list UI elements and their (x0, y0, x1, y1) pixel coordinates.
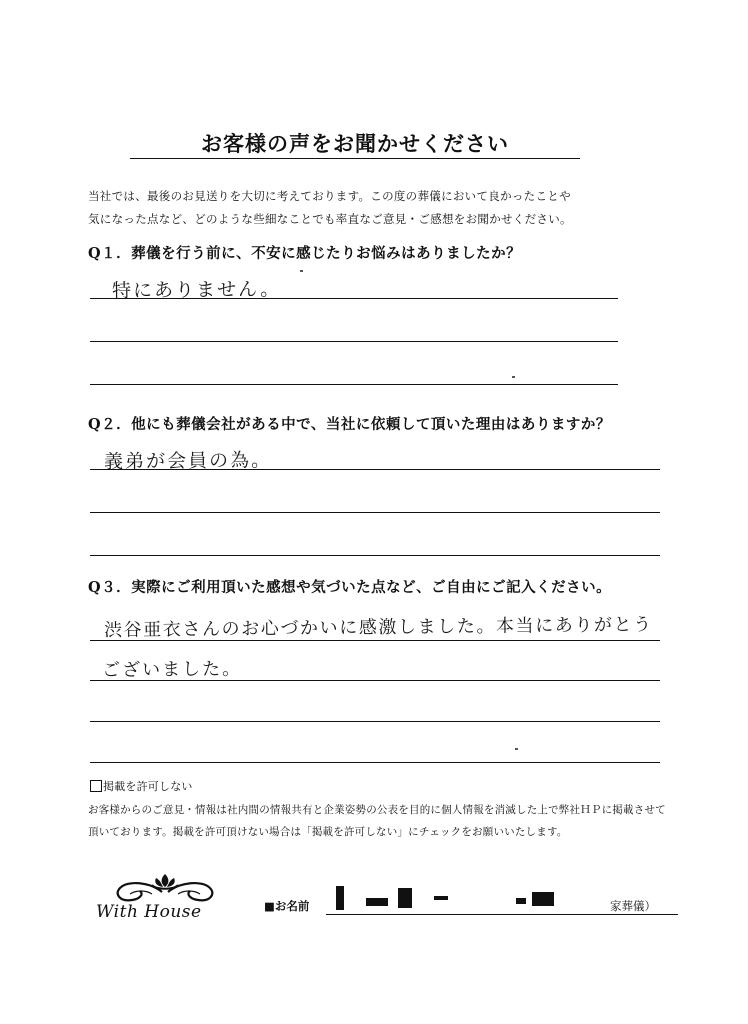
question-2-label: Q２．他にも葬儀会社がある中で、当社に依頼して頂いた理由はありますか？ (88, 416, 611, 433)
question-3-answer-rule-3 (90, 721, 660, 722)
question-1-answer-rule-2 (90, 341, 618, 342)
name-field-rule (326, 914, 678, 915)
company-logo (90, 866, 240, 930)
question-3-label: Q３．実際にご利用頂いた感想や気づいた点など、ご自由にご記入ください。 (88, 579, 612, 596)
scan-speck (512, 376, 515, 378)
question-2-answer-rule-3 (90, 555, 660, 556)
question-3-answer-line-1: 渋谷亜衣さんのお心づかいに感激しました。本当にありがとう (103, 614, 653, 641)
question-1-label: Q１．葬儀を行う前に、不安に感じたりお悩みはありましたか？ (88, 245, 522, 262)
name-field-label: ■お名前 (264, 899, 310, 913)
question-2-answer-rule-1 (90, 469, 660, 470)
question-3-answer-rule-4 (90, 762, 660, 763)
name-suffix: 家葬儀） (610, 899, 656, 913)
question-3-answer-rule-2 (90, 680, 660, 681)
redacted-name (326, 882, 606, 914)
scan-speck (300, 270, 303, 272)
question-1-answer-rule-3 (90, 384, 618, 385)
form-title: お客様の声をお聞かせください (201, 131, 509, 156)
intro-line-1: 当社では、最後のお見送りを大切に考えております。この度の葬儀において良かったことや (88, 189, 571, 203)
question-1-answer-rule-1 (90, 298, 618, 299)
question-3-answer-rule-1 (90, 640, 660, 641)
permission-checkbox[interactable] (90, 780, 102, 792)
permission-notice-line-2: 頂いております。掲載を許可頂けない場合は「掲載を許可しない」にチェックをお願いいたします。 (88, 826, 568, 838)
title-underline (130, 158, 580, 159)
logo-text: With House (96, 902, 202, 922)
intro-line-2: 気になった点など、どのような些細なことでも率直なご意見・ご感想をお聞かせください。 (88, 212, 572, 226)
question-3-answer-line-2: ございました。 (101, 658, 243, 681)
question-1-answer-line-1: 特にありません。 (111, 278, 282, 302)
permission-notice-line-1: お客様からのご意見・情報は社内間の情報共有と企業姿勢の公表を目的に個人情報を消滅した上で弊社ＨＰに掲載させて (88, 804, 666, 816)
question-2-answer-line-1: 義弟が会員の為。 (103, 449, 273, 473)
question-2-answer-rule-2 (90, 512, 660, 513)
scan-speck (515, 748, 518, 750)
permission-checkbox-label: 掲載を許可しない (103, 780, 193, 793)
